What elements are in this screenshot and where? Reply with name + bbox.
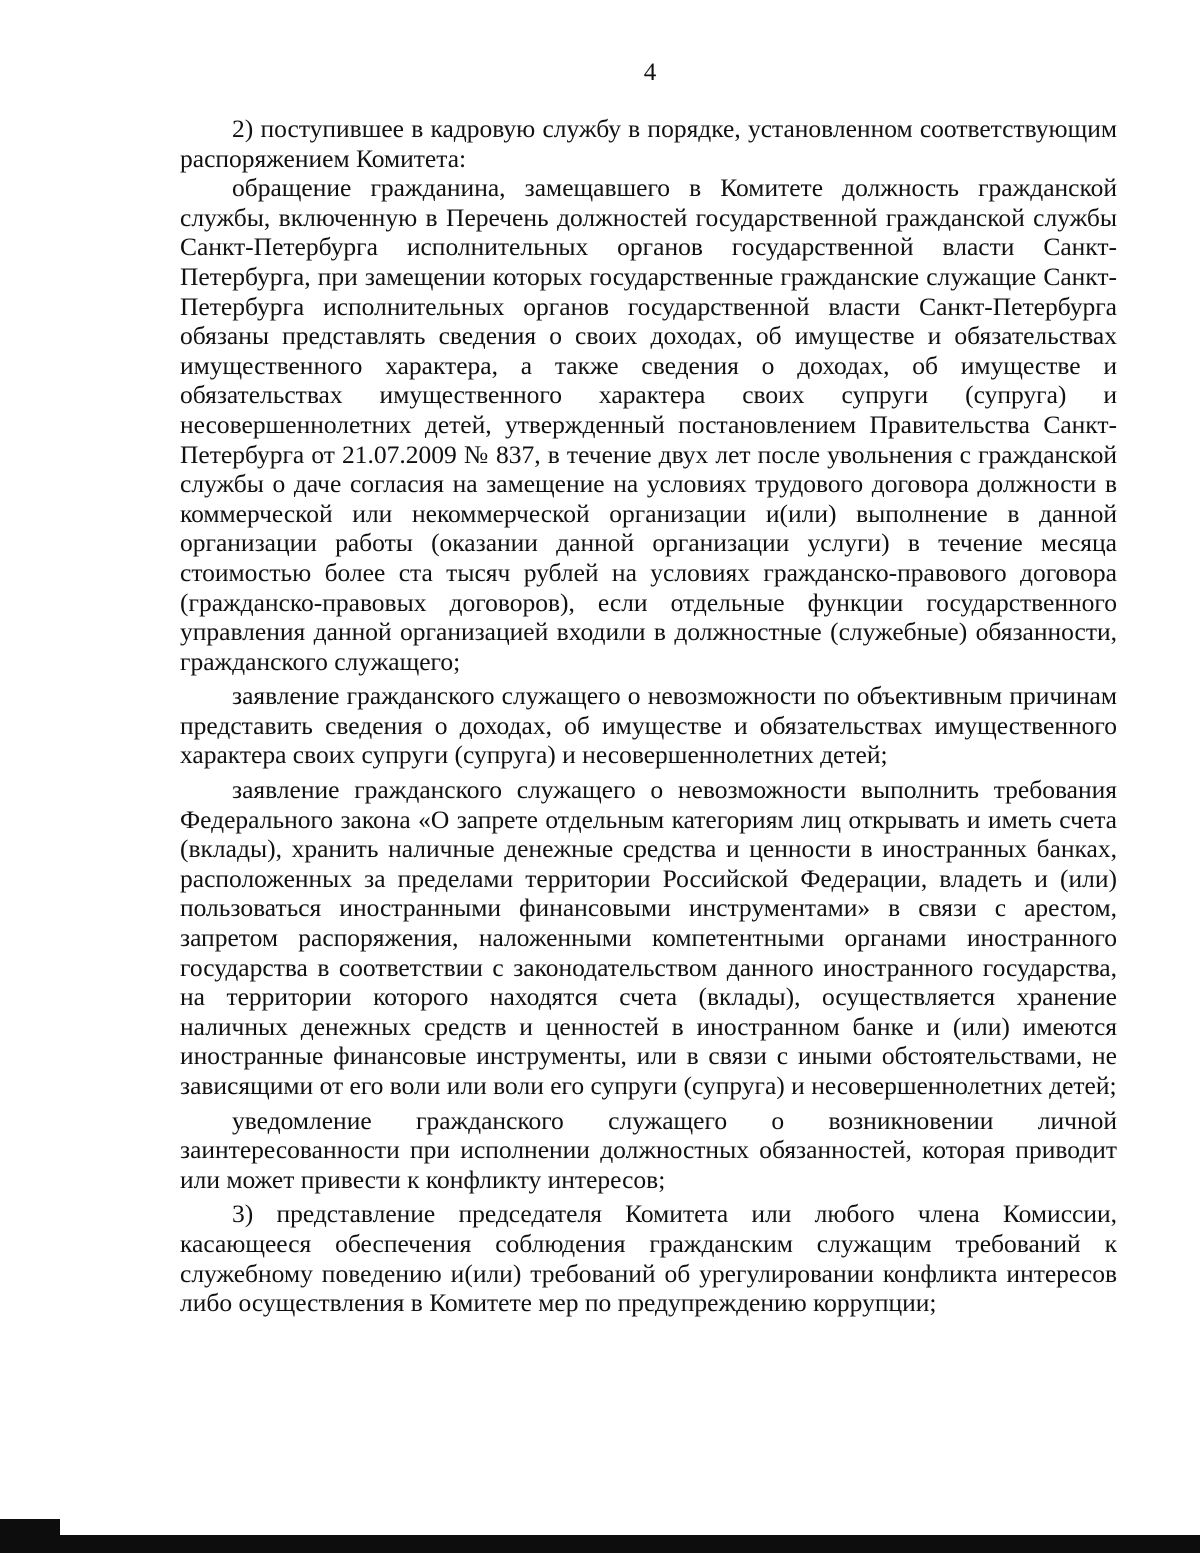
- paragraph-item-2: 2) поступившее в кадровую службу в порядке, установленном соответствующим распоряжением Комитета:: [180, 114, 1117, 173]
- paragraph-appeal-of-citizen: обращение гражданина, замещавшего в Комитете должность гражданской службы, включенную в Перечень должностей государственной гражданской службы Санкт-Петербурга исполнительных органов государственной власти Санкт-Петербурга, при замещении которых государственные гражданские служащие Санкт-Петербурга исполнительных органов государственной власти Санкт-Петербурга обязаны представлять сведения о своих доходах, об имуществе и обязательствах имущественного характера, а также сведения о доходах, об имуществе и обязательствах имущественного характера своих супруги (супруга) и несовершеннолетних детей, утвержденный постановлением Правительства Санкт-Петербурга от 21.07.2009 № 837, в течение двух лет после увольнения с гражданской службы о даче согласия на замещение на условиях трудового договора должности в коммерческой или некоммерческой организации и(или) выполнение в данной организации работы (оказании данной организации услуги) в течение месяца стоимостью более ста тысяч рублей на условиях гражданско-правового договора (гражданско-правовых договоров), если отдельные функции государственного управления данной организацией входили в должностные (служебные) обязанности, гражданского служащего;: [180, 173, 1117, 676]
- paragraph-conflict-notification: уведомление гражданского служащего о возникновении личной заинтересованности при исполнении должностных обязанностей, которая приводит или может привести к конфликту интересов;: [180, 1105, 1117, 1194]
- scan-bottom-edge: [0, 1535, 1200, 1553]
- paragraph-statement-foreign-accounts: заявление гражданского служащего о невозможности выполнить требования Федерального закона «О запрете отдельным категориям лиц открывать и иметь счета (вклады), хранить наличные денежные средства и ценности в иностранных банках, расположенных за пределами территории Российской Федерации, владеть и (или) пользоваться иностранными финансовыми инструментами» в связи с арестом, запретом распоряжения, наложенными компетентными органами иностранного государства в соответствии с законодательством данного иностранного государства, на территории которого находятся счета (вклады), осуществляется хранение наличных денежных средств и ценностей в иностранном банке и (или) имеются иностранные финансовые инструменты, или в связи с иными обстоятельствами, не зависящими от его воли или воли его супруги (супруга) и несовершеннолетних детей;: [180, 775, 1117, 1100]
- paragraph-statement-income-info: заявление гражданского служащего о невозможности по объективным причинам представить сведения о доходах, об имуществе и обязательствах имущественного характера своих супруги (супруга) и несовершеннолетних детей;: [180, 681, 1117, 770]
- paragraph-item-3: 3) представление председателя Комитета или любого члена Комиссии, касающееся обеспечения соблюдения гражданским служащим требований к служебному поведению и(или) требований об урегулировании конфликта интересов либо осуществления в Комитете мер по предупреждению коррупции;: [180, 1199, 1117, 1318]
- scan-corner-mark: [0, 1519, 60, 1553]
- document-body: [180, 114, 1117, 1318]
- page-number: 4: [643, 59, 657, 86]
